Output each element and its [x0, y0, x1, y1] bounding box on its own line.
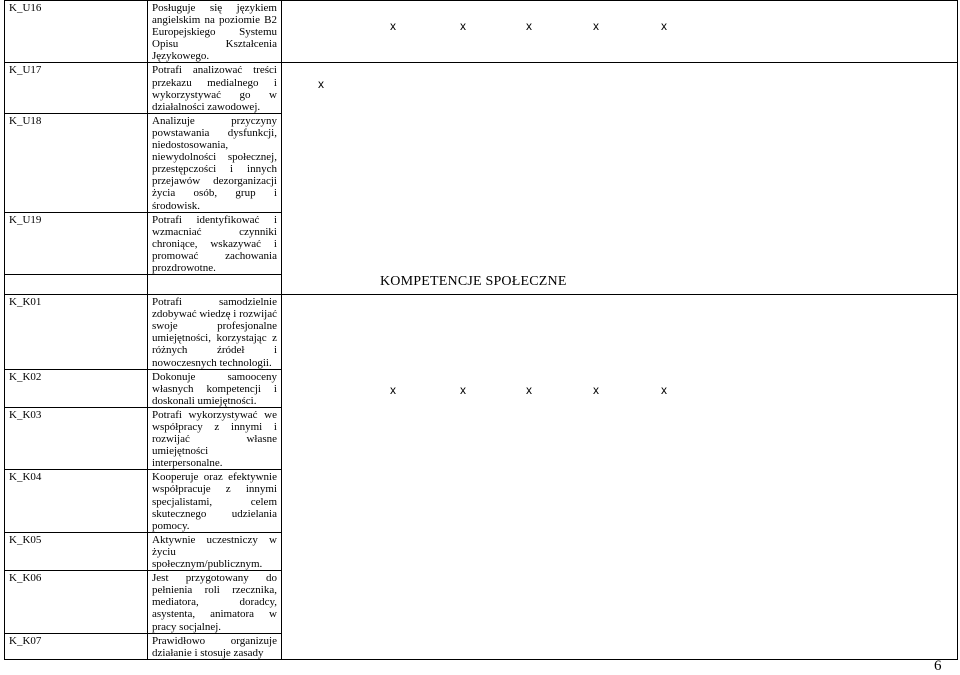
outcome-description: Prawidłowo organizuje działanie i stosuje zasady	[148, 633, 282, 659]
mark: x	[526, 383, 532, 398]
page-number: 6	[934, 658, 942, 674]
outcome-code: K_K06	[5, 571, 148, 633]
outcome-description: Jest przygotowany do pełnienia roli rzecznika, mediatora, doradcy, asystenta, animatora w pracy socjalnej.	[148, 571, 282, 633]
marks-cell	[282, 295, 958, 660]
outcome-code: K_K05	[5, 532, 148, 570]
outcome-description: Kooperuje oraz efektywnie współpracuje z innymi specjalistami, celem skutecznego udzielania pomocy.	[148, 470, 282, 532]
marks-cell	[282, 1, 958, 63]
mark: x	[593, 383, 599, 398]
outcome-code: K_K07	[5, 633, 148, 659]
outcome-description: Posługuje się językiem angielskim na poziomie B2 Europejskiego Systemu Opisu Kształcenia Językowego.	[148, 1, 282, 63]
table-row	[5, 63, 958, 113]
outcome-code: K_K02	[5, 369, 148, 407]
outcome-code: K_U17	[5, 63, 148, 113]
mark: x	[390, 19, 396, 33]
outcome-description: Potrafi wykorzystywać we współpracy z innymi i rozwijać własne umiejętności interpersonalne.	[148, 407, 282, 469]
outcome-code: K_U16	[5, 1, 148, 63]
marks-cell	[282, 63, 958, 295]
outcome-code: K_K01	[5, 295, 148, 370]
mark: x	[526, 19, 532, 33]
outcome-description: Analizuje przyczyny powstawania dysfunkcji, niedostosowania, niewydolności społecznej, przestępczości i innych przejawów dezorganizacji życia osób, grup i środowisk.	[148, 113, 282, 212]
learning-outcomes-table	[4, 0, 958, 660]
mark: x	[390, 383, 396, 398]
outcome-description: Aktywnie uczestniczy w życiu społecznym/publicznym.	[148, 532, 282, 570]
table-row	[5, 1, 958, 63]
mark: x	[661, 383, 667, 398]
outcome-code: K_U19	[5, 212, 148, 274]
mark: x	[661, 19, 667, 33]
mark: x	[318, 77, 324, 92]
outcome-description: Potrafi samodzielnie zdobywać wiedzę i rozwijać swoje profesjonalne umiejętności, korzystając z różnych źródeł i nowoczesnych technologii.	[148, 295, 282, 370]
mark: x	[593, 19, 599, 33]
table-row	[5, 295, 958, 370]
outcome-code: K_K04	[5, 470, 148, 532]
mark: x	[460, 19, 466, 33]
outcome-code: K_K03	[5, 407, 148, 469]
outcome-description: Potrafi analizować treści przekazu medialnego i wykorzystywać go w działalności zawodowej.	[148, 63, 282, 113]
section-title: KOMPETENCJE SPOŁECZNE	[380, 274, 567, 289]
outcome-description: Dokonuje samooceny własnych kompetencji i doskonali umiejętności.	[148, 369, 282, 407]
outcome-description: Potrafi identyfikować i wzmacniać czynniki chroniące, wskazywać i promować zachowania prozdrowotne.	[148, 212, 282, 274]
outcome-code: K_U18	[5, 113, 148, 212]
mark: x	[460, 383, 466, 398]
